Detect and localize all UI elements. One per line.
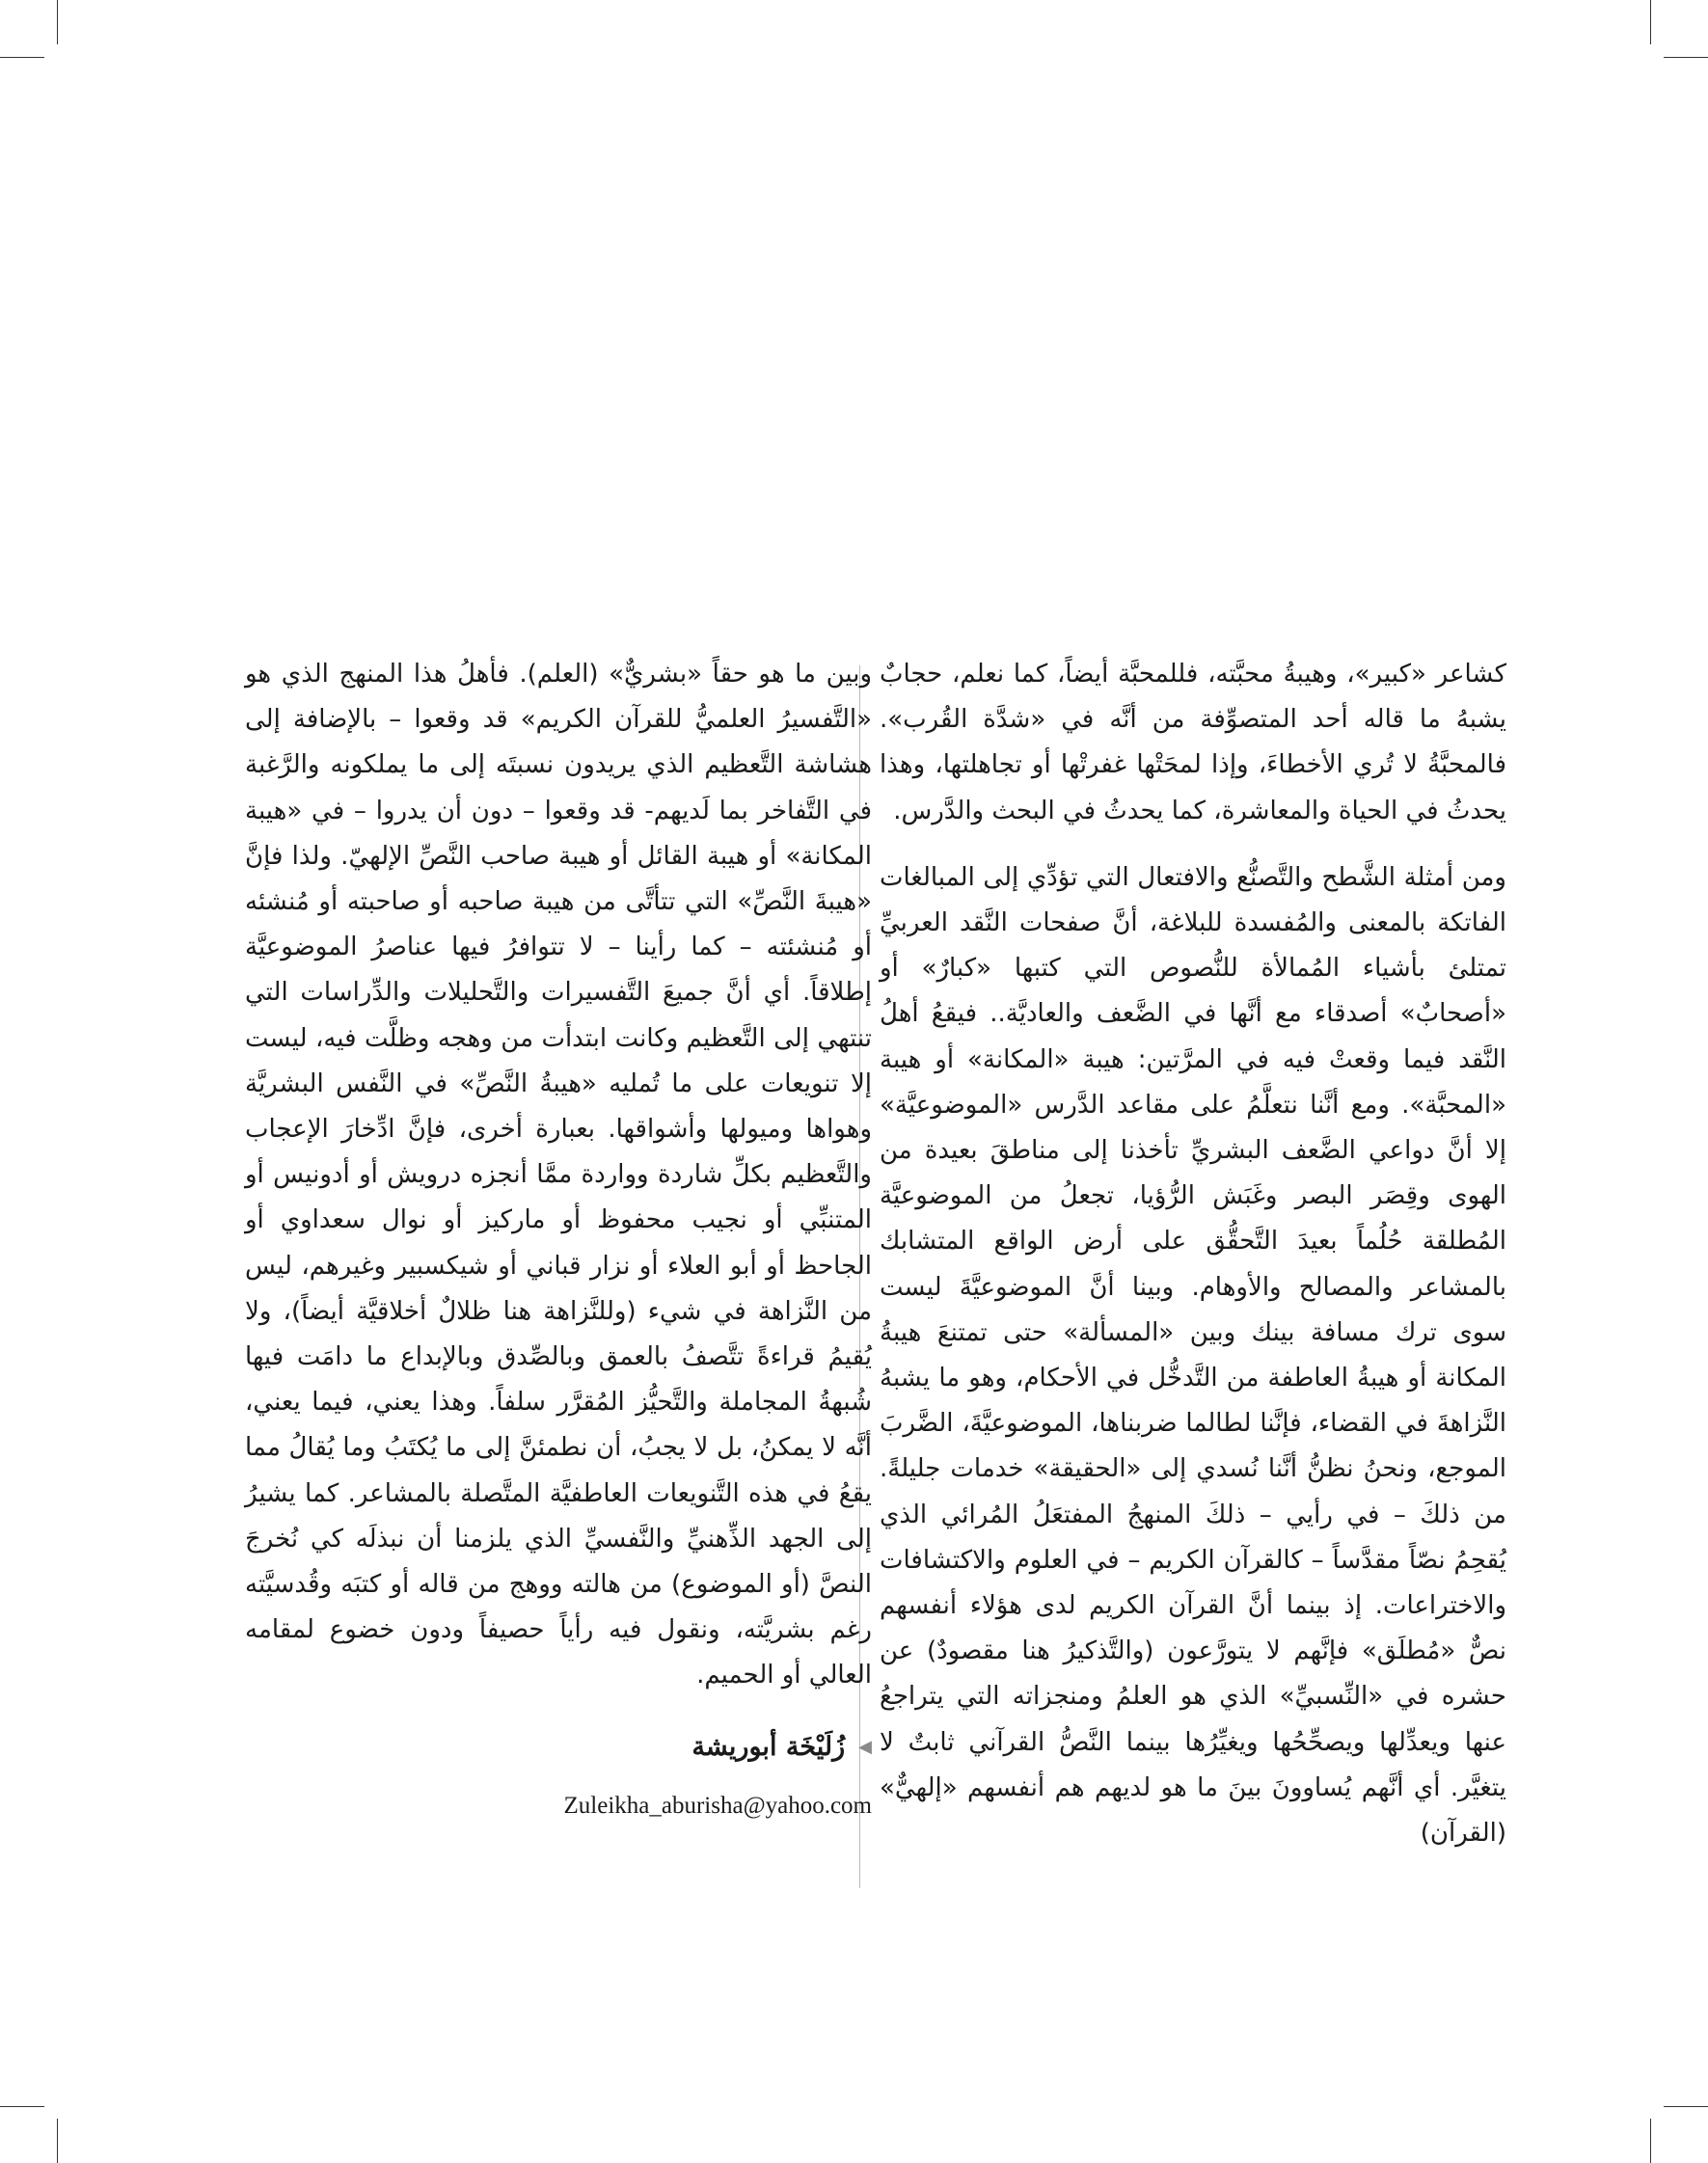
- article-column-right: [880, 652, 1506, 1856]
- author-email: Zuleikha_aburisha@yahoo.com: [563, 1792, 872, 1819]
- author-name: زُلَيْخَة أبوريشة: [691, 1731, 846, 1762]
- article-column-left: [245, 652, 872, 1828]
- crop-mark-bottom-right-v: [1650, 2119, 1651, 2163]
- crop-mark-top-left-h: [0, 57, 44, 58]
- crop-mark-top-left-v: [57, 0, 58, 44]
- crop-mark-top-right-v: [1650, 0, 1651, 44]
- crop-mark-top-right-h: [1664, 57, 1708, 58]
- paragraph: ومن أمثلة الشَّطح والتَّصنُّع والافتعال التي تؤدِّي إلى المبالغات الفاتكة بالمعنى والمُفسدة للبلاغة، أنَّ صفحات النَّقد العربيِّ تمتلئ بأشياء المُمالأة للنُّصوص التي كتبها «كبارٌ» أو «أصحابٌ» أصدقاء مع أنَّها في الضَّعف والعاديَّة.. فيقعُ أهلُ النَّقد فيما وقعتْ فيه في المرَّتين: هيبة «المكانة» أو هيبة «المحبَّة». ومع أنَّنا نتعلَّمُ على مقاعد الدَّرس «الموضوعيَّة» إلا أنَّ دواعي الضَّعف البشريِّ تأخذنا إلى مناطقَ بعيدة من الهوى وقِصَر البصر وغَبَش الرُّؤيا، تجعلُ من الموضوعيَّة المُطلقة حُلُماً بعيدَ التَّحقُّق على أرض الواقع المتشابك بالمشاعر والمصالح والأوهام. وبينا أنَّ الموضوعيَّةَ ليست سوى ترك مسافة بينك وبين «المسألة» حتى تمتنعَ هيبةُ المكانة أو هيبةُ العاطفة من التَّدخُّل في الأحكام، وهو ما يشبهُ النَّزاهةَ في القضاء، فإنَّنا لطالما ضربناها، الموضوعيَّةَ، الضَّربَ الموجع، ونحنُ نظنُّ أنَّنا نُسدي إلى «الحقيقة» خدمات جليلةً. من ذلكَ – في رأيي – ذلكَ المنهجُ المفتعَلُ المُرائي الذي يُقحِمُ نصّاً مقدَّساً – كالقرآن الكريم – في العلوم والاكتشافات والاختراعات. إذ بينما أنَّ القرآن الكريم لدى هؤلاء أنفسهم نصٌّ «مُطلَق» فإنَّهم لا يتورَّعون (والتَّذكيرُ هنا مقصودٌ) عن حشره في «النِّسبيِّ» الذي هو العلمُ ومنجزاته التي يتراجعُ عنها ويعدِّلها ويصحِّحُها ويغيِّرُها بينما النَّصُّ القرآني ثابتٌ لا يتغيَّر. أي أنَّهم يُساوونَ بينَ ما هو لديهم هم أنفسهم «إلهيٌّ» (القرآن): [880, 862, 1506, 1849]
- crop-mark-bottom-left-v: [57, 2119, 58, 2163]
- author-signature: [245, 1724, 872, 1770]
- paragraph: وبين ما هو حقاً «بشريٌّ» (العلم). فأهلُ هذا المنهج الذي هو «التَّفسيرُ العلميُّ للقرآن الكريم» قد وقعوا – بالإضافة إلى هشاشة التَّعظيم الذي يريدون نسبتَه إلى ما يملكونه والرَّغبة في التَّفاخر بما لَديهم- قد وقعوا – دون أن يدروا – في «هيبة المكانة» أو هيبة القائل أو هيبة صاحب النَّصِّ الإلهيّ. ولذا فإنَّ «هيبةَ النَّصِّ» التي تتأتَّى من هيبة صاحبه أو صاحبته أو مُنشئه أو مُنشئته – كما رأينا – لا تتوافرُ فيها عناصرُ الموضوعيَّة إطلاقاً. أي أنَّ جميعَ التَّفسيرات والتَّحليلات والدِّراسات التي تنتهي إلى التَّعظيم وكانت ابتدأت من وهجه وظلَّت فيه، ليست إلا تنويعات على ما تُمليه «هيبةُ النَّصِّ» في النَّفس البشريَّة وهواها وميولها وأشواقها. بعبارة أخرى، فإنَّ ادِّخارَ الإعجاب والتَّعظيم بكلِّ شاردة وواردة ممَّا أنجزه درويش أو أدونيس أو المتنبِّي أو نجيب محفوظ أو ماركيز أو نوال سعداوي أو الجاحظ أو أبو العلاء أو نزار قباني أو شيكسبير وغيرهم، ليس من النَّزاهة في شيء (وللنَّزاهة هنا ظلالٌ أخلاقيَّة أيضاً)، ولا يُقيمُ قراءةً تتَّصفُ بالعمق وبالصِّدق وبالإبداع ما دامَت فيها شُبهةُ المجاملة والتَّحيُّز المُقرَّر سلفاً. وهذا يعني، فيما يعني، أنَّه لا يمكنُ، بل لا يجبُ، أن نطمئنَّ إلى ما يُكتَبُ وما يُقالُ مما يقعُ في هذه التَّنويعات العاطفيَّة المتَّصلة بالمشاعر. كما يشيرُ إلى الجهد الذِّهنيِّ والنَّفسيِّ الذي يلزمنا أن نبذلَه كي نُخرجَ النصَّ (أو الموضوع) من هالته ووهج من قاله أو كتبَه وقُدسيَّته رغم بشريَّته، ونقول فيه رأياً حصيفاً ودون خضوع لمقامه العالي أو الحميم.: [245, 660, 872, 1690]
- crop-mark-bottom-left-h: [0, 2106, 44, 2107]
- paragraph: كشاعر «كبير»، وهيبةُ محبَّته، فللمحبَّة أيضاً، كما نعلم، حجابٌ يشبهُ ما قاله أحد المتصوِّفة من أنَّه في «شدَّة القُرب». فالمحبَّةُ لا تُري الأخطاءَ، وإذا لمحَتْها غفرتْها أو تجاهلتها، وهذا يحدثُ في الحياة والمعاشرة، كما يحدثُ في البحث والدَّرس.: [880, 660, 1506, 825]
- triangle-marker-icon: ◀: [858, 1736, 872, 1757]
- crop-mark-bottom-right-h: [1664, 2106, 1708, 2107]
